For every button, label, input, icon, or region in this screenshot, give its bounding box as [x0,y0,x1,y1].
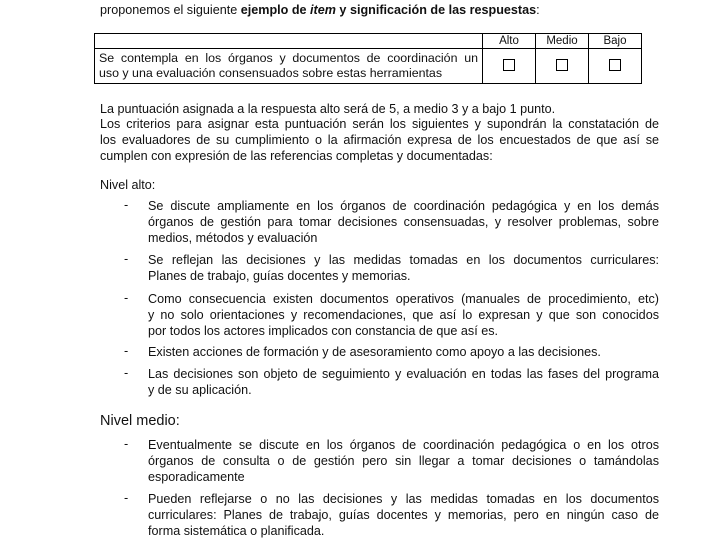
checkbox-bajo[interactable] [609,59,621,71]
bullet-dash: - [124,291,129,305]
bullet-dash: - [124,366,129,380]
criteria-line: los evaluadores de su cumplimiento o la afirmación expresa de los encuestados de que así se [100,133,659,147]
medio-item-1 [148,437,659,485]
nivel-alto-heading: Nivel alto: [100,178,156,192]
bullet-dash: - [124,198,129,212]
criteria-line: Los criterios para asignar esta puntuación serán los siguientes y supondrán la constatación de [100,117,659,131]
header-medio: Medio [536,34,589,49]
alto-item-3 [148,291,659,339]
alto-item-1 [148,198,659,246]
item-line: forma sistemática o planificada. [148,524,325,538]
checkbox-cell-medio [536,49,589,84]
checkbox-cell-alto [483,49,536,84]
checkbox-cell-bajo [589,49,642,84]
item-line: Se discute ampliamente en los órganos de coordinación pedagógica y en los demás [148,199,659,213]
intro-italic: item [310,3,336,17]
bullet-dash: - [124,344,129,358]
bullet-dash: - [124,437,129,451]
header-alto: Alto [483,34,536,49]
item-line: Las decisiones son objeto de seguimiento y evaluación en todas las fases del programa [148,367,659,381]
checkbox-medio[interactable] [556,59,568,71]
item-line: órganos de gestión para tomar decisiones consensuadas, y resolver problemas, sobre [148,215,659,229]
item-table [94,33,642,84]
bullet-dash: - [124,252,129,266]
header-bajo: Bajo [589,34,642,49]
question-line: Se contempla en los órganos y documentos de coordinación un [99,51,478,65]
intro-bold-2: y significación de las respuestas [335,3,537,17]
item-line: Planes de trabajo, guías docentes y memorias. [148,269,411,283]
alto-item-4 [148,344,659,360]
intro-bold: ejemplo de [240,3,311,17]
checkbox-alto[interactable] [503,59,515,71]
intro-text: proponemos el siguiente [100,3,241,17]
item-line: Eventualmente se discute en los órganos de coordinación pedagógica o en los otros [148,438,659,452]
item-line: órganos de consulta o de gestión pero sin llegar a tomar decisiones o tamándolas [148,454,659,468]
item-line: y no solo orientaciones y recomendaciones, que así lo expresan y que son conocidos [148,308,659,322]
item-line: Existen acciones de formación y de asesoramiento como apoyo a las decisiones. [148,345,601,359]
criteria-paragraph [100,116,659,164]
item-line: curriculares: Planes de trabajo, guías docentes y memorias, pero en ningún caso de [148,508,659,522]
item-line: Se reflejan las decisiones y las medidas tomadas en los documentos curriculares: [148,253,659,267]
item-line: por todos los actores implicados con constancia de que así es. [148,324,499,338]
medio-item-2 [148,491,659,539]
alto-item-2 [148,252,659,284]
item-line: esporadicamente [148,470,245,484]
alto-item-5 [148,366,659,398]
scoring-text: La puntuación asignada a la respuesta alto será de 5, a medio 3 y a bajo 1 punto. [100,102,556,116]
item-line: medios, métodos y evaluación [148,231,318,245]
item-line: Pueden reflejarse o no las decisiones y las medidas tomadas en los documentos [148,492,659,506]
item-line: y de su aplicación. [148,383,252,397]
bullet-dash: - [124,491,129,505]
nivel-medio-heading: Nivel medio: [100,413,180,429]
item-question [95,49,483,84]
intro-colon: : [536,3,540,17]
intro-line [100,2,540,18]
criteria-line: cumplen con expresión de las referencias completas y documentadas: [100,149,493,163]
table-header-blank [95,34,483,49]
item-line: Como consecuencia existen documentos operativos (manuales de procedimiento, etc) [148,292,659,306]
question-line: uso y una evaluación consensuados sobre estas herramientas [99,66,443,80]
